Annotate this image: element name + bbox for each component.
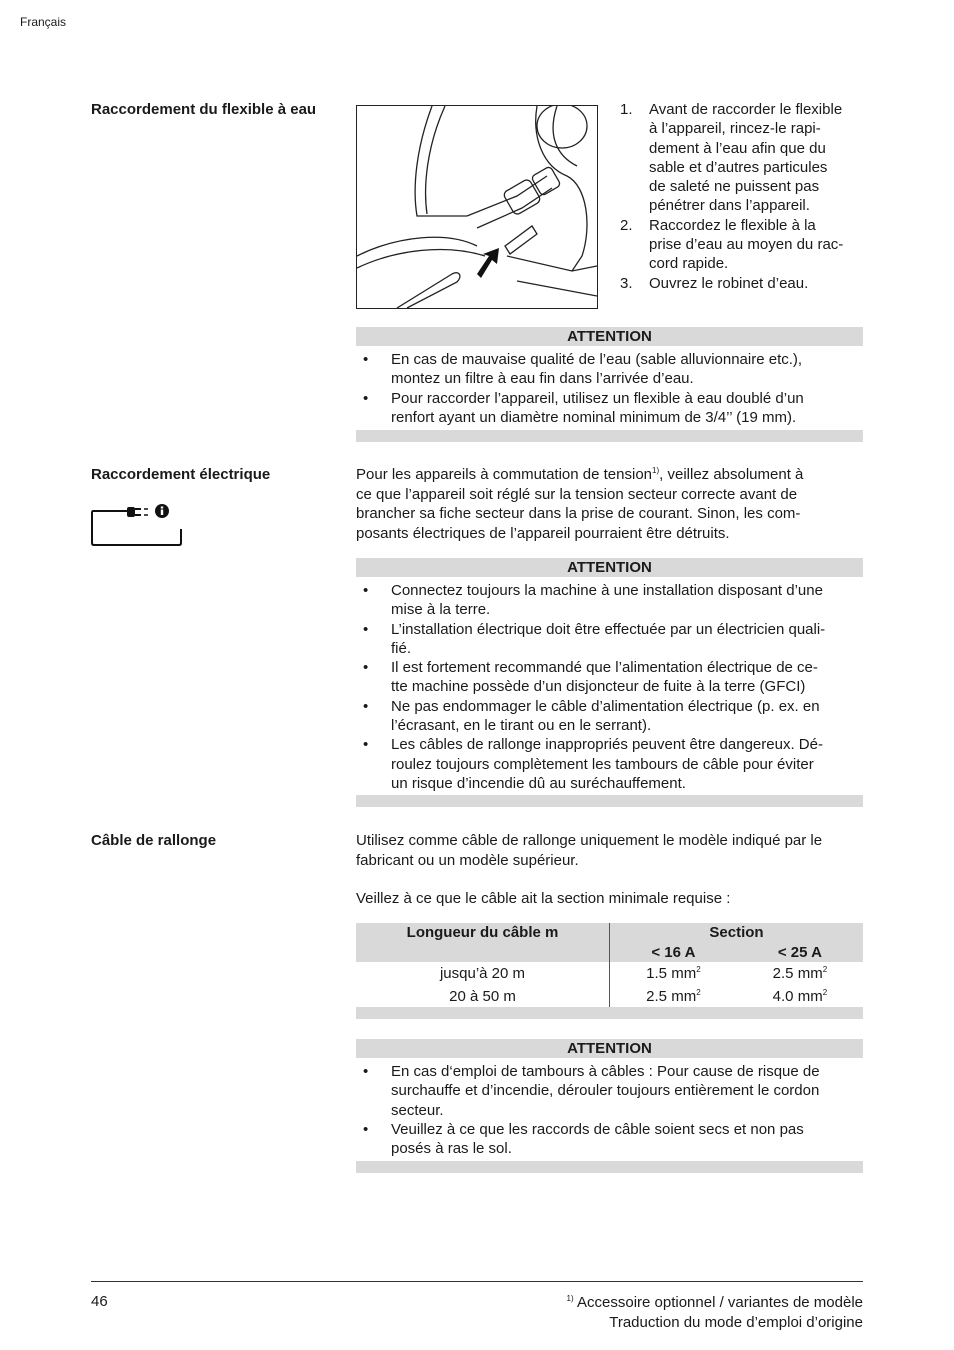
electric-plug-info-icon <box>91 503 183 547</box>
table-row: jusqu’à 20 m 1.5 $mm^2$ 2.5 $mm^2$ <box>356 962 863 985</box>
attention-footer-bar <box>356 1161 863 1173</box>
electrical-intro: Pour les appareils à commutation de tension$^{1)}$, veillez absolument à ce que l’appareil soit réglé sur la tension secteur correcte avant de brancher sa fiche secteur dans la prise de courant. Sinon, les com- posants électriques de l’appareil pourraient être détruits. <box>356 466 804 542</box>
attention-header: ATTENTION <box>356 558 863 577</box>
table-row: 20 à 50 m 2.5 $mm^2$ 4.0 $mm^2$ <box>356 985 863 1008</box>
table-header-25a: < 25 A <box>737 943 863 963</box>
table-footer-bar <box>356 1007 863 1019</box>
list-item: • Les câbles de rallonge inappropriés peuvent être dangereux. Dé- roulez toujours complètement les tambours de câble pour éviter un risque d’incendie dû au suréchauffement. <box>363 736 823 792</box>
list-item: • En cas de mauvaise qualité de l’eau (sable alluvionnaire etc.), montez un filtre à eau fin dans l’arrivée d’eau. <box>363 351 803 388</box>
list-item: • Il est fortement recommandé que l’alimentation électrique de ce- tte machine possède d’un disjoncteur de fuite à la terre (GFCI) <box>363 659 818 696</box>
list-item: • En cas d‘emploi de tambours à câbles : Pour cause de risque de surchauffe et d’incendie, dérouler toujours entièrement le cordon secteur. <box>363 1063 820 1119</box>
list-item: • Ne pas endommager le câble d’alimentation électrique (p. ex. en l’écrasant, en le tirant ou en le serrant). <box>363 697 820 735</box>
table-header-length: Longueur du câble m <box>356 923 610 962</box>
hose-drawing <box>357 106 597 308</box>
cable-section-table <box>356 923 863 1008</box>
step-item: 1. Avant de raccorder le flexible à l’appareil, rincez-le rapi- dement à l’eau afin que du sable et d’autres particules de saleté ne puissent pas pénétrer dans l’appareil. <box>620 101 843 215</box>
footer-divider <box>91 1281 863 1282</box>
list-item: • L’installation électrique doit être effectuée par un électricien quali- fié. <box>363 620 826 657</box>
hose-steps-list <box>620 100 870 293</box>
extension-para-2: Veillez à ce que le câble ait la section minimale requise : <box>356 890 731 907</box>
list-item: • Connectez toujours la machine à une installation disposant d’une mise à la terre. <box>363 582 823 619</box>
section-title-hose: Raccordement du flexible à eau <box>91 101 317 118</box>
attention-list <box>356 1062 863 1158</box>
table-header-section: Section <box>610 923 864 943</box>
attention-list <box>356 350 863 427</box>
page-number: 46 <box>91 1293 108 1310</box>
language-label: Français <box>20 15 67 29</box>
step-item: 3. Ouvrez le robinet d’eau. <box>620 274 809 292</box>
extension-para-1: Utilisez comme câble de rallonge uniquement le modèle indiqué par le fabricant ou un modèle supérieur. <box>356 832 823 869</box>
attention-header: ATTENTION <box>356 1039 863 1058</box>
footer-notes: $^{1)}$ Accessoire optionnel / variantes de modèle Traduction du mode d’emploi d’origine <box>566 1294 863 1331</box>
section-title-electrical: Raccordement électrique <box>91 466 271 483</box>
attention-header: ATTENTION <box>356 327 863 346</box>
attention-footer-bar <box>356 795 863 807</box>
hose-connection-illustration <box>356 105 598 309</box>
list-item: • Pour raccorder l’appareil, utilisez un flexible à eau doublé d’un renfort ayant un diamètre nominal minimum de 3/4’’ (19 mm). <box>363 389 804 426</box>
attention-footer-bar <box>356 430 863 442</box>
step-item: 2. Raccordez le flexible à la prise d’eau au moyen du rac- cord rapide. <box>620 216 844 273</box>
attention-list <box>356 581 863 793</box>
table-header-16a: < 16 A <box>610 943 737 963</box>
section-title-extension: Câble de rallonge <box>91 832 217 849</box>
list-item: • Veuillez à ce que les raccords de câble soient secs et non pas posés à ras le sol. <box>363 1120 804 1158</box>
